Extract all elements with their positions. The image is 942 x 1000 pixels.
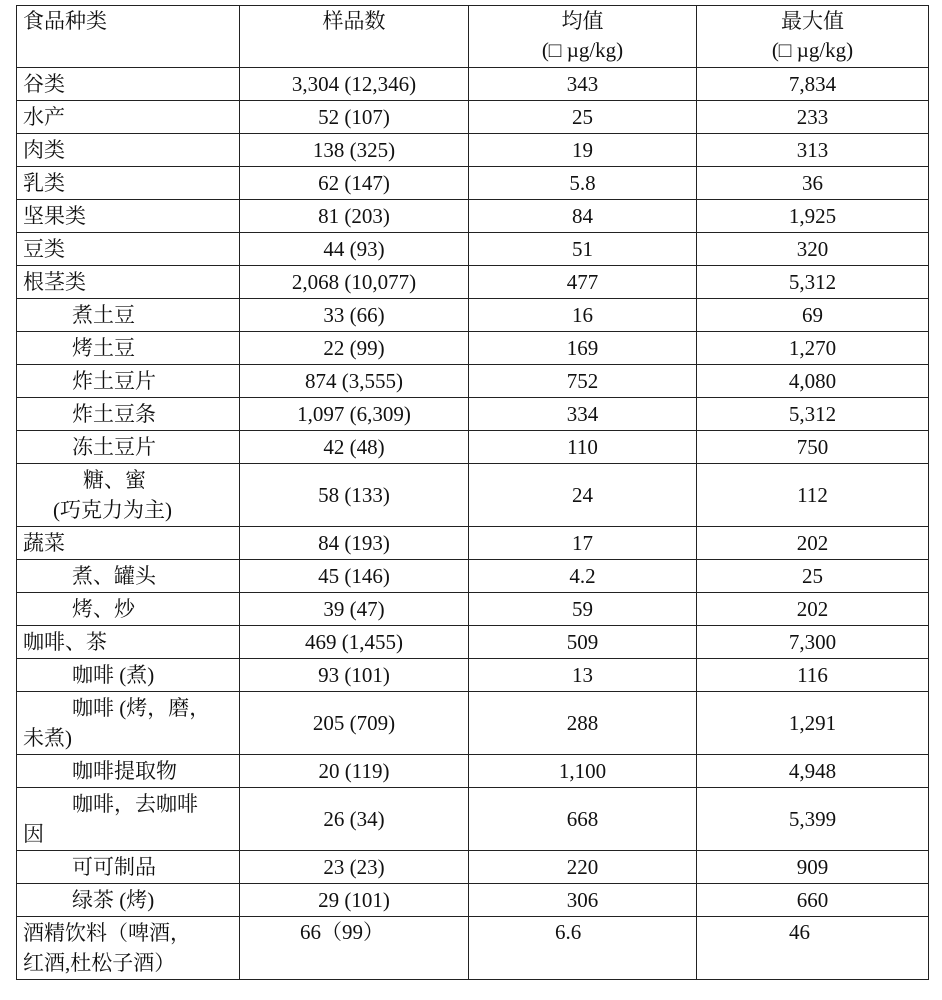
header-max-unit: (□ µg/kg) bbox=[771, 38, 854, 62]
table-row bbox=[17, 398, 929, 431]
table-row bbox=[17, 884, 929, 917]
row-samples: 44 (93) bbox=[240, 233, 469, 266]
table-row bbox=[17, 68, 929, 101]
row-name: 煮、罐头 bbox=[17, 560, 240, 593]
row-samples: 81 (203) bbox=[240, 200, 469, 233]
row-mean: 19 bbox=[469, 134, 697, 167]
row-name: 炸土豆片 bbox=[17, 365, 240, 398]
row-name-line2: (巧克力为主) bbox=[53, 498, 172, 522]
row-max: 320 bbox=[697, 233, 929, 266]
row-samples: 205 (709) bbox=[240, 692, 469, 755]
row-max: 202 bbox=[697, 527, 929, 560]
acrylamide-food-table bbox=[16, 5, 929, 980]
row-mean: 306 bbox=[469, 884, 697, 917]
row-max: 5,399 bbox=[697, 788, 929, 851]
row-max: 4,948 bbox=[697, 755, 929, 788]
header-mean-label: 均值 bbox=[561, 9, 604, 33]
row-samples: 874 (3,555) bbox=[240, 365, 469, 398]
row-mean: 668 bbox=[469, 788, 697, 851]
row-max: 202 bbox=[697, 593, 929, 626]
table-row bbox=[17, 626, 929, 659]
row-samples: 29 (101) bbox=[240, 884, 469, 917]
row-name: 坚果类 bbox=[17, 200, 240, 233]
row-mean: 477 bbox=[469, 266, 697, 299]
table-row bbox=[17, 851, 929, 884]
row-name bbox=[17, 464, 240, 527]
row-samples: 42 (48) bbox=[240, 431, 469, 464]
header-max-label: 最大值 bbox=[781, 9, 844, 33]
row-mean: 288 bbox=[469, 692, 697, 755]
table-row bbox=[17, 431, 929, 464]
row-samples: 45 (146) bbox=[240, 560, 469, 593]
row-mean: 110 bbox=[469, 431, 697, 464]
row-max: 69 bbox=[697, 299, 929, 332]
header-mean-unit: (□ µg/kg) bbox=[541, 38, 624, 62]
row-mean: 16 bbox=[469, 299, 697, 332]
header-mean bbox=[469, 6, 697, 68]
row-name-line1: 咖啡，去咖啡 bbox=[72, 792, 198, 816]
row-name: 谷类 bbox=[17, 68, 240, 101]
row-samples: 33 (66) bbox=[240, 299, 469, 332]
row-mean: 59 bbox=[469, 593, 697, 626]
table-row bbox=[17, 332, 929, 365]
row-max: 5,312 bbox=[697, 266, 929, 299]
row-mean: 17 bbox=[469, 527, 697, 560]
table-row bbox=[17, 167, 929, 200]
row-samples: 52 (107) bbox=[240, 101, 469, 134]
row-name-line1: 咖啡 (烤，磨， bbox=[72, 696, 211, 720]
table-row bbox=[17, 788, 929, 851]
table-row bbox=[17, 917, 929, 980]
row-mean: 25 bbox=[469, 101, 697, 134]
table-row bbox=[17, 593, 929, 626]
row-max: 112 bbox=[697, 464, 929, 527]
row-name: 咖啡、茶 bbox=[17, 626, 240, 659]
table-row bbox=[17, 464, 929, 527]
table-row bbox=[17, 560, 929, 593]
row-max: 7,834 bbox=[697, 68, 929, 101]
row-max: 233 bbox=[697, 101, 929, 134]
header-category: 食品种类 bbox=[17, 6, 240, 68]
row-name: 蔬菜 bbox=[17, 527, 240, 560]
row-name bbox=[17, 692, 240, 755]
row-max: 1,291 bbox=[697, 692, 929, 755]
row-mean: 51 bbox=[469, 233, 697, 266]
row-name: 水产 bbox=[17, 101, 240, 134]
row-name: 根茎类 bbox=[17, 266, 240, 299]
table-row bbox=[17, 233, 929, 266]
row-mean: 220 bbox=[469, 851, 697, 884]
row-samples: 39 (47) bbox=[240, 593, 469, 626]
row-name-line1: 酒精饮料（啤酒， bbox=[23, 921, 191, 945]
row-mean: 84 bbox=[469, 200, 697, 233]
row-mean: 509 bbox=[469, 626, 697, 659]
row-samples: 20 (119) bbox=[240, 755, 469, 788]
row-mean: 13 bbox=[469, 659, 697, 692]
row-max: 25 bbox=[697, 560, 929, 593]
row-max: 116 bbox=[697, 659, 929, 692]
row-samples: 469 (1,455) bbox=[240, 626, 469, 659]
row-mean: 752 bbox=[469, 365, 697, 398]
row-name: 肉类 bbox=[17, 134, 240, 167]
row-name: 煮土豆 bbox=[17, 299, 240, 332]
row-samples: 93 (101) bbox=[240, 659, 469, 692]
row-samples: 2,068 (10,077) bbox=[240, 266, 469, 299]
row-samples: 62 (147) bbox=[240, 167, 469, 200]
row-name bbox=[17, 788, 240, 851]
row-max: 5,312 bbox=[697, 398, 929, 431]
row-mean: 343 bbox=[469, 68, 697, 101]
table-row bbox=[17, 134, 929, 167]
table-row bbox=[17, 200, 929, 233]
row-name: 烤、炒 bbox=[17, 593, 240, 626]
row-name: 乳类 bbox=[17, 167, 240, 200]
table-row bbox=[17, 659, 929, 692]
row-name-line2: 因 bbox=[23, 822, 44, 846]
row-name-line2: 红酒,杜松子酒） bbox=[23, 951, 176, 975]
table-header-row bbox=[17, 6, 929, 68]
row-max: 313 bbox=[697, 134, 929, 167]
row-mean: 24 bbox=[469, 464, 697, 527]
row-max: 1,925 bbox=[697, 200, 929, 233]
row-samples: 58 (133) bbox=[240, 464, 469, 527]
row-name: 绿茶 (烤) bbox=[17, 884, 240, 917]
row-name-line2: 未煮) bbox=[23, 726, 72, 750]
row-max: 7,300 bbox=[697, 626, 929, 659]
row-mean: 6.6 bbox=[469, 917, 697, 980]
row-max: 909 bbox=[697, 851, 929, 884]
row-mean: 334 bbox=[469, 398, 697, 431]
row-name: 可可制品 bbox=[17, 851, 240, 884]
row-samples: 3,304 (12,346) bbox=[240, 68, 469, 101]
table-row bbox=[17, 365, 929, 398]
row-name: 烤土豆 bbox=[17, 332, 240, 365]
row-max: 750 bbox=[697, 431, 929, 464]
table-row bbox=[17, 527, 929, 560]
row-samples: 26 (34) bbox=[240, 788, 469, 851]
row-mean: 169 bbox=[469, 332, 697, 365]
row-name: 炸土豆条 bbox=[17, 398, 240, 431]
row-samples: 138 (325) bbox=[240, 134, 469, 167]
row-max: 1,270 bbox=[697, 332, 929, 365]
row-name bbox=[17, 917, 240, 980]
header-samples: 样品数 bbox=[240, 6, 469, 68]
table-row bbox=[17, 101, 929, 134]
row-name: 冻土豆片 bbox=[17, 431, 240, 464]
row-samples: 22 (99) bbox=[240, 332, 469, 365]
header-max bbox=[697, 6, 929, 68]
row-samples: 66（99） bbox=[240, 917, 469, 980]
row-name: 咖啡 (煮) bbox=[17, 659, 240, 692]
row-name: 咖啡提取物 bbox=[17, 755, 240, 788]
row-samples: 84 (193) bbox=[240, 527, 469, 560]
row-max: 4,080 bbox=[697, 365, 929, 398]
table-row bbox=[17, 692, 929, 755]
row-name-line1: 糖、蜜 bbox=[83, 468, 146, 492]
table-row bbox=[17, 755, 929, 788]
row-mean: 1,100 bbox=[469, 755, 697, 788]
row-max: 46 bbox=[697, 917, 929, 980]
row-name: 豆类 bbox=[17, 233, 240, 266]
row-max: 36 bbox=[697, 167, 929, 200]
row-max: 660 bbox=[697, 884, 929, 917]
row-samples: 1,097 (6,309) bbox=[240, 398, 469, 431]
table-row bbox=[17, 299, 929, 332]
row-mean: 4.2 bbox=[469, 560, 697, 593]
table-row bbox=[17, 266, 929, 299]
row-mean: 5.8 bbox=[469, 167, 697, 200]
row-samples: 23 (23) bbox=[240, 851, 469, 884]
